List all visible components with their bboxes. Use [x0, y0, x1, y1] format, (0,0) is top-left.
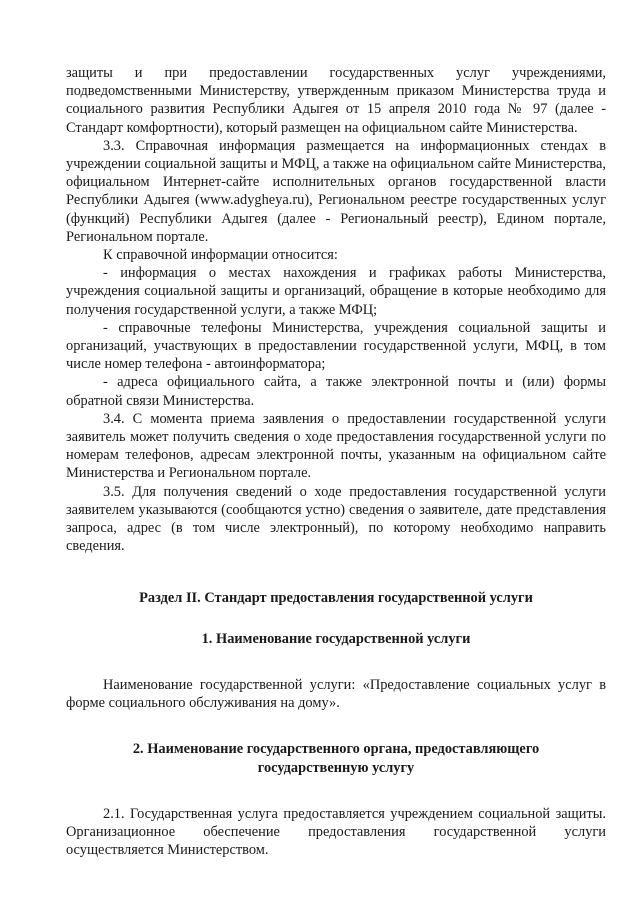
- spacer: [66, 608, 606, 630]
- document-page: [66, 64, 606, 859]
- subheading-authority-line2: государственную услугу: [257, 759, 415, 776]
- subheading-service-name: 1. Наименование государственной услуги: [201, 630, 471, 647]
- paragraph-3-3: 3.3. Справочная информация размещается на информационных стендах в учреждении социальной защиты и МФЦ, а также на официальном сайте Министерства, официальном Интернет-сайте исполнительных органов государственной власти Республики Адыгея (www.adygheya.ru), Региональном реестре государственных услуг (функций) Республики Адыгея (далее - Региональный реестр), Едином портале, Региональном портале.: [66, 137, 606, 245]
- list-item-phones: - справочные телефоны Министерства, учреждения социальной защиты и организаций, участвующих в предоставлении государственной услуги, МФЦ, в том числе номер телефона - автоинформатора;: [66, 319, 606, 373]
- section-heading: Раздел II. Стандарт предоставления государственной услуги: [139, 590, 533, 607]
- paragraph-2-1: 2.1. Государственная услуга предоставляется учреждением социальной защиты. Организационное обеспечение предоставления государственной услуги осуществляется Министерством.: [66, 805, 606, 859]
- list-item-addresses: - адреса официального сайта, а также электронной почты и (или) формы обратной связи Министерства.: [66, 374, 606, 409]
- spacer: [66, 555, 606, 589]
- subheading-authority-line1: 2. Наименование государственного органа, предоставляющего: [132, 741, 540, 758]
- list-item-locations: - информация о местах нахождения и графиках работы Министерства, учреждения социальной защиты и организаций, обращение в которые необходимо для получения государственной услуги, а также МФЦ;: [66, 265, 606, 318]
- paragraph-3-5: 3.5. Для получения сведений о ходе предоставления государственной услуги заявителем указываются (сообщаются устно) сведения о заявителе, дате представления запроса, адрес (в том числе электронный), по которому необходимо направить сведения.: [66, 483, 606, 555]
- paragraph-comfort-standard: защиты и при предоставлении государственных услуг учреждениями, подведомственными Министерству, утвержденным приказом Министерства труда и социального развития Республики Адыгея от 15 апреля 2010 года № 97 (далее - Стандарт комфортности), который размещен на официальном сайте Министерства.: [66, 65, 606, 136]
- paragraph-3-4: 3.4. С момента приема заявления о предоставлении государственной услуги заявитель может получить сведения о ходе предоставления государственной услуги по номерам телефонов, адресам электронной почты, указанным на официальном сайте Министерства и Региональном портале.: [66, 410, 606, 482]
- spacer: [66, 648, 606, 676]
- paragraph-reference-info-intro: К справочной информации относится:: [103, 247, 338, 264]
- spacer: [66, 712, 606, 740]
- spacer: [66, 777, 606, 805]
- paragraph-service-name: Наименование государственной услуги: «Предоставление социальных услуг в форме социального обслуживания на дому».: [66, 676, 606, 712]
